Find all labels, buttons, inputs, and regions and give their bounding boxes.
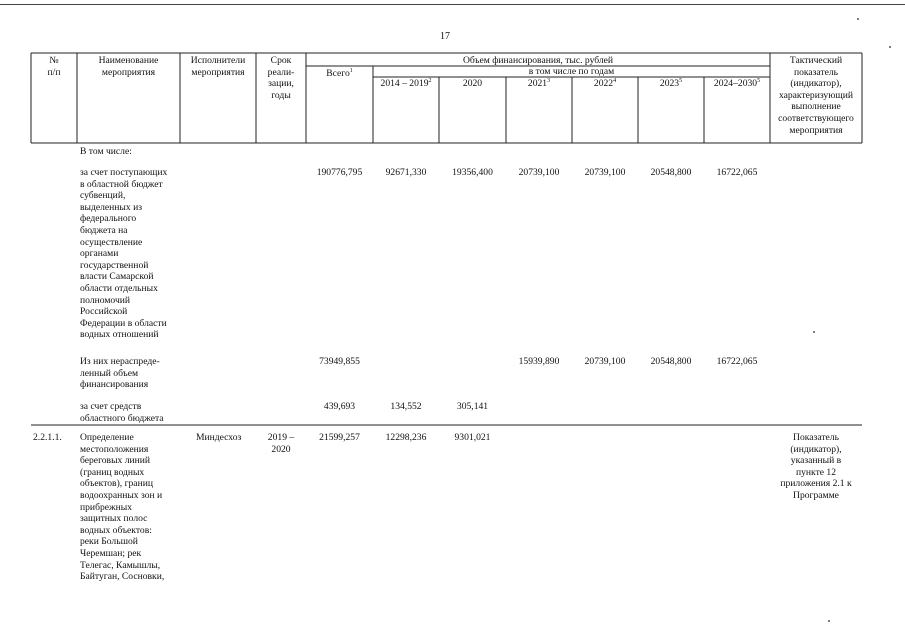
cell-2024-2030: 16722,065 (716, 356, 758, 367)
cell-2022: 20739,100 (584, 356, 626, 367)
row-term: 2019 – 2020 (267, 432, 295, 455)
cell-2014-2019: 92671,330 (385, 167, 427, 178)
header-indicator: Тактический показатель (индикатор), характеризующий выполнение соответствующего мероприятия (778, 55, 854, 136)
cell-2020: 19356,400 (452, 167, 493, 178)
header-year-2014-2019: 2014 – 2019$^2$ (380, 77, 432, 89)
row-name: Из них нераспреде- ленный объем финансирования (80, 356, 160, 391)
header-total: Всего$^1$ (326, 67, 353, 79)
cell-total: 21599,257 (319, 432, 360, 443)
page-number: 17 (440, 31, 450, 42)
header-funding-title: Объем финансирования, тыс. рублей (462, 55, 614, 66)
cell-2024-2030: 16722,065 (716, 167, 758, 178)
cell-2023: 20548,800 (650, 167, 692, 178)
row-name: за счет средств областного бюджета (80, 401, 164, 424)
header-num: № п/п (47, 55, 61, 78)
header-by-years: в том числе по годам (528, 66, 615, 77)
header-name: Наименование мероприятия (98, 55, 159, 78)
including-label: В том числе: (80, 146, 132, 157)
row-name: за счет поступающих в областной бюджет субвенций, выделенных из федерального бюджета на осуществление органами государственной власти Самарской области отдельных полномочий Российской Федерации в области водных отношений (80, 167, 168, 341)
row-name: Определение местоположения береговых линий (границ водных объектов), границ водоохранных зон и прибрежных защитных полос водных объектов: реки Большой Черемшан; рек Телегас, Камышлы, Байтуган, Сосновки, (80, 432, 165, 583)
cell-2022: 20739,100 (584, 167, 626, 178)
cell-total: 73949,855 (319, 356, 360, 367)
header-executors: Исполнители мероприятия (190, 55, 246, 78)
header-term: Срок реали- зации, годы (267, 55, 295, 101)
header-year-2020: 2020 (462, 78, 483, 89)
row-number: 2.2.1.1. (33, 432, 62, 443)
cell-2021: 15939,890 (518, 356, 560, 367)
header-year-2022: 2022$^4$ (593, 77, 617, 89)
cell-2014-2019: 134,552 (390, 401, 422, 412)
cell-2023: 20548,800 (650, 356, 692, 367)
cell-2020: 9301,021 (454, 432, 491, 443)
row-indicator: Показатель (индикатор), указанный в пункте 12 приложения 2.1 к Программе (780, 432, 852, 501)
cell-2020: 305,141 (456, 401, 489, 412)
header-year-2024-2030: 2024–2030$^5$ (713, 77, 761, 89)
cell-2021: 20739,100 (518, 167, 560, 178)
cell-total: 439,693 (323, 401, 356, 412)
header-year-2021: 2021$^3$ (527, 77, 551, 89)
header-year-2023: 2023$^5$ (659, 77, 683, 89)
row-executor: Миндесхоз (196, 432, 242, 443)
cell-total: 190776,795 (316, 167, 363, 178)
cell-2014-2019: 12298,236 (385, 432, 427, 443)
